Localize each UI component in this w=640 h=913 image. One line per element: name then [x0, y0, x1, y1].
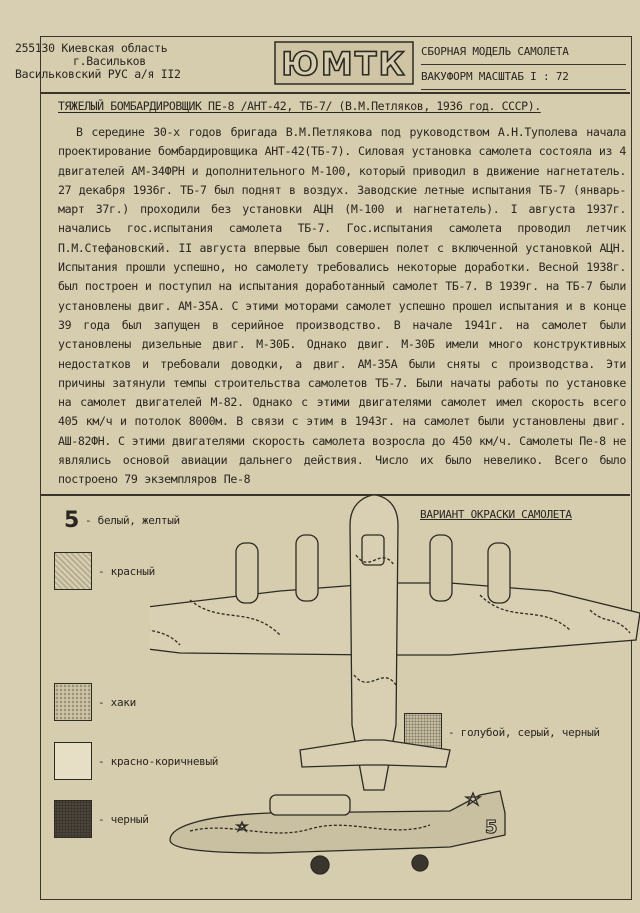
- red-swatch: [54, 552, 92, 590]
- history-text: В середине 30-х годов бригада В.М.Петлякова под руководством А.Н.Туполева начала проектирование бомбардировщика АНТ-42(ТБ-7). Силовая установка самолета состояла из 4 двигателей АМ-34ФРН и дополнительного М-100, который приводил в движение нагнетатель. 27 декабря 1936г. ТБ-7 был поднят в воздух. Заводские летные испытания ТБ-7 (январь-март 37г.) проходили без установки АЦН (М-100 и нагнетатель). I августа 1937г. начались гос.испытания самолета ТБ-7. Гос.испытания самолета проводил летчик П.М.Стефановский. II августа впервые был совершен полет с включенной установкой АЦН. Испытания прошли успешно, но самолету требовались некоторые доработки. Весной 1938г. был построен и поступил на испытания доработанный самолет ТБ-7. В 1939г. на ТБ-7 были установлены двиг. АМ-35А. С этими моторами самолет успешно прошел испытания и в конце 39 года был запущен в серийное производство. В начале 1941г. на самолет были установлены дизельные двиг. М-30Б. Однако двиг. М-30Б имели много конструктивных недостатков и требовали доводки, а двиг. АМ-35А были сняты с производства. Эти причины затянули темпы строительства самолетов ТБ-7. Были начаты работы по установке на самолет двигателей М-82. Однако с этими двигателями самолет имел скорость всего 405 км/ч и потолок 8000м. В связи с этим в 1943г. на самолет были установлены двиг. АШ-82ФН. С этими двигателями скорость самолета возросла до 450 км/ч. Самолеты Пе-8 не являлись основой авиации дальнего действия. Число их было невелико. Всего было построено 79 экземпляров Пе-8: [58, 125, 626, 487]
- document-title: ТЯЖЕЛЫЙ БОМБАРДИРОВЩИК ПЕ-8 /АНТ-42, ТБ-7/ (В.М.Петляков, 1936 год. СССР).: [58, 99, 541, 113]
- kit-scale: ВАКУФОРМ МАСШТАБ I : 72: [421, 65, 626, 90]
- legend-khaki: [54, 683, 136, 721]
- legend-marker-5: 5: [64, 508, 80, 533]
- header-divider: [40, 92, 630, 94]
- legend-red: [54, 552, 155, 590]
- legend-label: - белый, желтый: [85, 514, 180, 527]
- address-line-3: Васильковский РУС а/я II2: [15, 67, 181, 81]
- legend-label: - хаки: [98, 695, 136, 709]
- scheme-title: ВАРИАНТ ОКРАСКИ САМОЛЕТА: [420, 508, 572, 521]
- black-swatch: [54, 800, 92, 838]
- legend-label: - черный: [98, 812, 149, 826]
- address-line-1: 255130 Киевская область: [15, 41, 168, 55]
- svg-text:ЮМТК: ЮМТК: [281, 45, 407, 83]
- top-view-drawing: [150, 495, 640, 790]
- legend-label: - красный: [98, 564, 155, 578]
- legend-label: - голубой, серый, черный: [448, 725, 600, 739]
- khaki-swatch: [54, 683, 92, 721]
- side-view-drawing: [170, 791, 505, 874]
- legend-label: - красно-коричневый: [98, 754, 219, 768]
- legend-black: [54, 800, 149, 838]
- kit-type: СБОРНАЯ МОДЕЛЬ САМОЛЕТА: [421, 40, 626, 65]
- address-line-2: г.Васильков: [73, 54, 146, 68]
- umtk-logo: [273, 38, 415, 88]
- tail-number: 5: [485, 817, 498, 838]
- kit-info: [421, 40, 626, 90]
- aircraft-drawings: [150, 495, 640, 895]
- sender-address: [15, 42, 255, 81]
- red-brown-swatch: [54, 742, 92, 780]
